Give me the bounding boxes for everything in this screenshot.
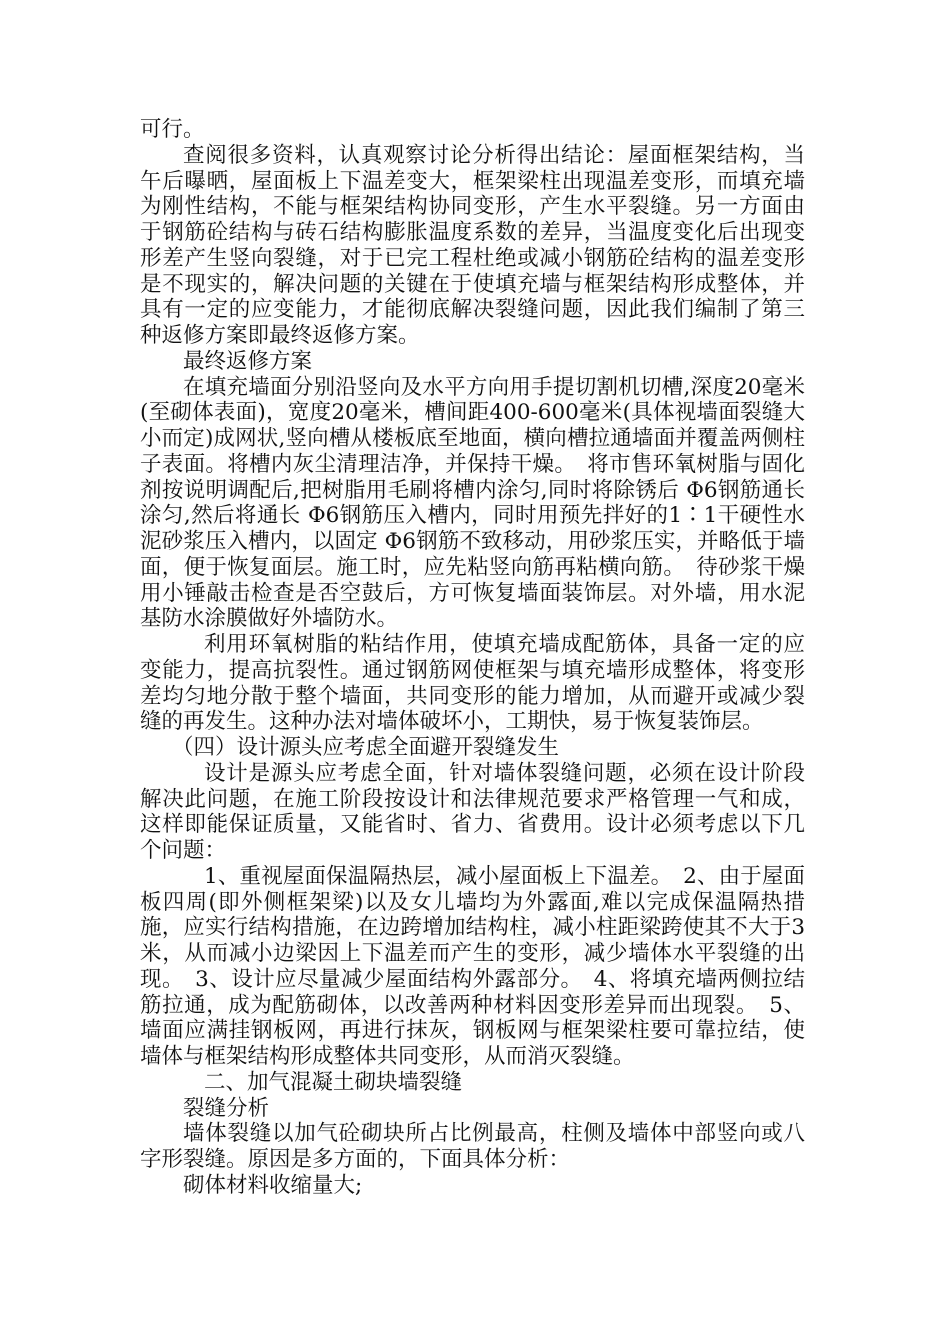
paragraph-epoxy-effect: 利用环氧树脂的粘结作用，使填充墙成配筋体，具备一定的应变能力，提高抗裂性。通过钢筋网使框架与填充墙形成整体，将变形差均匀地分散于整个墙面，共同变形的能力增加，从而避开或减少裂缝的再发生。这种办法对墙体破坏小，工期快，易于恢复装饰层。 [140,632,805,735]
heading-final-repair-plan: 最终返修方案 [183,348,313,374]
heading-crack-analysis: 裂缝分析 [183,1095,270,1121]
heading-aerated-concrete: 二、加气混凝土砌块墙裂缝 [204,1069,463,1095]
paragraph-repair-steps: 在填充墙面分别沿竖向及水平方向用手提切割机切槽,深度20毫米(至砌体表面)，宽度20毫米，槽间距400-600毫米(具体视墙面裂缝大小而定)成网状,竖向槽从楼板底至地面，横向槽拉通墙面并覆盖两侧柱子表面。将槽内灰尘清理洁净，并保持干燥。 将市售环氧树脂与固化剂按说明调配后,把树脂用毛刷将槽内涂匀,同时将除锈后 Φ6钢筋通长涂匀,然后将通长 Φ6钢筋压入槽内，同时用预先拌好的1∶1干硬性水泥砂浆压入槽内，以固定 Φ6钢筋不致移动，用砂浆压实，并略低于墙面，便于恢复面层。施工时，应先粘竖向筋再粘横向筋。 待砂浆干燥用小锤敲击检查是否空鼓后，方可恢复墙面装饰层。对外墙，用水泥基防水涂膜做好外墙防水。 [140,374,805,632]
heading-section-four: （四）设计源头应考虑全面避开裂缝发生 [172,735,560,760]
paragraph-material-shrinkage: 砌体材料收缩量大; [183,1172,363,1198]
document-body [140,117,805,1199]
paragraph-analysis: 查阅很多资料，认真观察讨论分析得出结论：屋面框架结构，当午后曝晒，屋面板上下温差变大，框架梁柱出现温差变形，而填充墙为刚性结构，不能与框架结构协同变形，产生水平裂缝。另一方面由于钢筋砼结构与砖石结构膨胀温度系数的差异，当温度变化后出现变形差产生竖向裂缝，对于已完工程杜绝或减小钢筋砼结构的温差变形是不现实的，解决问题的关键在于使填充墙与框架结构形成整体，并具有一定的应变能力，才能彻底解决裂缝问题，因此我们编制了第三种返修方案即最终返修方案。 [140,142,805,348]
paragraph-continuation: 可行。 [140,117,205,142]
paragraph-design-source: 设计是源头应考虑全面，针对墙体裂缝问题，必须在设计阶段解决此问题，在施工阶段按设计和法律规范要求严格管理一气和成，这样即能保证质量，又能省时、省力、省费用。设计必须考虑以下几个问题： [140,760,805,863]
paragraph-crack-causes: 墙体裂缝以加气砼砌块所占比例最高，柱侧及墙体中部竖向或八字形裂缝。原因是多方面的，下面具体分析： [140,1121,805,1172]
paragraph-design-items: 1、重视屋面保温隔热层，减小屋面板上下温差。 2、由于屋面板四周(即外侧框架梁)以及女儿墙均为外露面,难以完成保温隔热措施，应实行结构措施，在边跨增加结构柱，减小柱距梁跨使其不大于3米，从而减小边梁因上下温差而产生的变形，减少墙体水平裂缝的出现。 3、设计应尽量减少屋面结构外露部分。 4、将填充墙两侧拉结筋拉通，成为配筋砌体，以改善两种材料因变形差异而出现裂。 5、墙面应满挂钢板网，再进行抹灰，钢板网与框架梁柱要可靠拉结，使墙体与框架结构形成整体共同变形，从而消灭裂缝。 [140,863,805,1069]
